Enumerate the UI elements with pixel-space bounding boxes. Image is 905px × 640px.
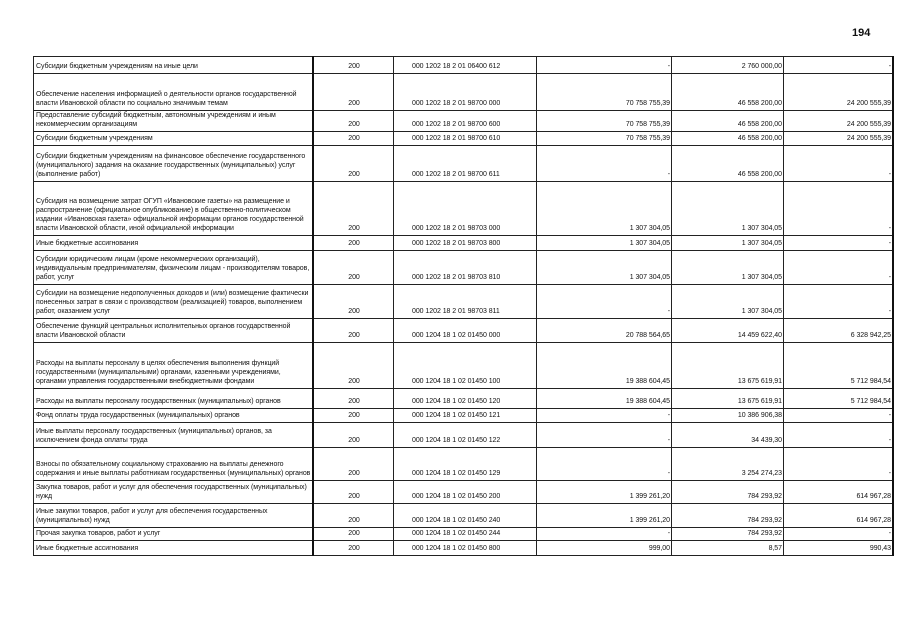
row-description: Субсидии юридическим лицам (кроме некоммерческих организаций), индивидуальным предпринимателям, физическим лицам - производителям товаров, работ, услуг [34, 251, 314, 285]
row-description: Субсидии на возмещение недополученных доходов и (или) возмещение фактически понесенных затрат в связи с производством (реализацией) товаров, выполнением работ, оказанием услуг [34, 285, 314, 319]
table-row [34, 285, 894, 319]
row-value-3: 24 200 555,39 [784, 111, 894, 132]
row-description: Фонд оплаты труда государственных (муниципальных) органов [34, 409, 314, 423]
row-classification: 000 1202 18 2 01 98700 611 [394, 146, 537, 182]
row-code: 200 [313, 504, 394, 528]
row-value-3: - [784, 423, 894, 448]
row-value-3: - [784, 528, 894, 541]
row-value-1: - [537, 528, 672, 541]
table-row [34, 57, 894, 74]
table-row [34, 481, 894, 504]
row-classification: 000 1204 18 1 02 01450 200 [394, 481, 537, 504]
row-code: 200 [313, 57, 394, 74]
row-classification: 000 1204 18 1 02 01450 800 [394, 541, 537, 556]
row-value-1: - [537, 423, 672, 448]
row-value-3: 990,43 [784, 541, 894, 556]
row-value-2: 46 558 200,00 [672, 74, 784, 111]
row-value-1: 19 388 604,45 [537, 343, 672, 389]
row-value-2: 784 293,92 [672, 504, 784, 528]
row-value-1: 1 307 304,05 [537, 251, 672, 285]
row-value-3: - [784, 285, 894, 319]
row-value-3: 24 200 555,39 [784, 74, 894, 111]
row-value-2: 1 307 304,05 [672, 251, 784, 285]
table-row [34, 132, 894, 146]
row-value-3: - [784, 409, 894, 423]
row-code: 200 [313, 343, 394, 389]
table-row [34, 111, 894, 132]
row-code: 200 [313, 423, 394, 448]
row-classification: 000 1204 18 1 02 01450 121 [394, 409, 537, 423]
row-classification: 000 1202 18 2 01 98703 810 [394, 251, 537, 285]
table-row [34, 448, 894, 481]
row-code: 200 [313, 319, 394, 343]
row-value-1: - [537, 448, 672, 481]
table-row [34, 504, 894, 528]
row-classification: 000 1202 18 2 01 98700 000 [394, 74, 537, 111]
row-value-1: - [537, 57, 672, 74]
row-value-2: 14 459 622,40 [672, 319, 784, 343]
table-row [34, 423, 894, 448]
row-value-3: 5 712 984,54 [784, 343, 894, 389]
row-description: Субсидии бюджетным учреждениям [34, 132, 314, 146]
row-classification: 000 1202 18 2 01 98703 811 [394, 285, 537, 319]
table-row [34, 74, 894, 111]
row-description: Иные бюджетные ассигнования [34, 541, 314, 556]
table-row [34, 541, 894, 556]
row-value-1: 999,00 [537, 541, 672, 556]
row-value-2: 46 558 200,00 [672, 146, 784, 182]
row-value-3: - [784, 251, 894, 285]
row-value-2: 784 293,92 [672, 481, 784, 504]
page-number: 194 [852, 27, 871, 39]
row-value-1: - [537, 285, 672, 319]
row-classification: 000 1204 18 1 02 01450 244 [394, 528, 537, 541]
row-value-1: 1 307 304,05 [537, 236, 672, 251]
row-description: Расходы на выплаты персоналу государственных (муниципальных) органов [34, 389, 314, 409]
row-value-2: 10 386 906,38 [672, 409, 784, 423]
row-description: Иные выплаты персоналу государственных (муниципальных) органов, за исключением фонда оплаты труда [34, 423, 314, 448]
row-value-1: 70 758 755,39 [537, 111, 672, 132]
row-value-3: - [784, 146, 894, 182]
row-value-1: - [537, 409, 672, 423]
row-value-3: 6 328 942,25 [784, 319, 894, 343]
row-value-3: 614 967,28 [784, 504, 894, 528]
table-row [34, 528, 894, 541]
row-value-2: 13 675 619,91 [672, 389, 784, 409]
row-value-1: 20 788 564,65 [537, 319, 672, 343]
row-value-1: 19 388 604,45 [537, 389, 672, 409]
row-classification: 000 1204 18 1 02 01450 122 [394, 423, 537, 448]
row-value-1: 70 758 755,39 [537, 74, 672, 111]
row-code: 200 [313, 285, 394, 319]
row-code: 200 [313, 132, 394, 146]
row-description: Субсидии бюджетным учреждениям на иные цели [34, 57, 314, 74]
row-value-3: - [784, 182, 894, 236]
row-value-2: 3 254 274,23 [672, 448, 784, 481]
row-description: Закупка товаров, работ и услуг для обеспечения государственных (муниципальных) нужд [34, 481, 314, 504]
row-value-1: 1 399 261,20 [537, 504, 672, 528]
row-classification: 000 1202 18 2 01 98700 610 [394, 132, 537, 146]
row-code: 200 [313, 389, 394, 409]
table-row [34, 343, 894, 389]
row-code: 200 [313, 251, 394, 285]
row-code: 200 [313, 146, 394, 182]
row-classification: 000 1204 18 1 02 01450 129 [394, 448, 537, 481]
row-value-3: 614 967,28 [784, 481, 894, 504]
row-classification: 000 1204 18 1 02 01450 000 [394, 319, 537, 343]
row-value-2: 8,57 [672, 541, 784, 556]
row-code: 200 [313, 541, 394, 556]
row-value-3: - [784, 236, 894, 251]
row-value-2: 1 307 304,05 [672, 285, 784, 319]
table-row [34, 409, 894, 423]
row-description: Иные закупки товаров, работ и услуг для обеспечения государственных (муниципальных) нужд [34, 504, 314, 528]
row-value-1: 1 307 304,05 [537, 182, 672, 236]
table-row [34, 236, 894, 251]
row-classification: 000 1204 18 1 02 01450 100 [394, 343, 537, 389]
row-description: Иные бюджетные ассигнования [34, 236, 314, 251]
row-code: 200 [313, 74, 394, 111]
row-description: Обеспечение функций центральных исполнительных органов государственной власти Ивановской области [34, 319, 314, 343]
row-description: Субсидия на возмещение затрат ОГУП «Ивановские газеты» на размещение и распространение (официальное опубликование) в общественно-политическом издании «Ивановская газета» официальной информации органов государственной власти Ивановской области, иной официальной информации [34, 182, 314, 236]
row-value-3: 24 200 555,39 [784, 132, 894, 146]
row-value-2: 1 307 304,05 [672, 236, 784, 251]
row-code: 200 [313, 409, 394, 423]
row-value-3: - [784, 57, 894, 74]
table-row [34, 146, 894, 182]
row-code: 200 [313, 111, 394, 132]
row-value-2: 34 439,30 [672, 423, 784, 448]
budget-table [33, 56, 894, 556]
row-value-2: 2 760 000,00 [672, 57, 784, 74]
row-value-2: 46 558 200,00 [672, 111, 784, 132]
row-code: 200 [313, 236, 394, 251]
row-code: 200 [313, 448, 394, 481]
row-classification: 000 1204 18 1 02 01450 120 [394, 389, 537, 409]
row-description: Взносы по обязательному социальному страхованию на выплаты денежного содержания и иные выплаты работникам государственных (муниципальных) органов [34, 448, 314, 481]
row-description: Прочая закупка товаров, работ и услуг [34, 528, 314, 541]
row-classification: 000 1202 18 2 01 06400 612 [394, 57, 537, 74]
row-value-2: 13 675 619,91 [672, 343, 784, 389]
row-value-2: 1 307 304,05 [672, 182, 784, 236]
row-classification: 000 1202 18 2 01 98703 800 [394, 236, 537, 251]
table-row [34, 182, 894, 236]
row-value-1: - [537, 146, 672, 182]
row-value-3: 5 712 984,54 [784, 389, 894, 409]
row-code: 200 [313, 481, 394, 504]
row-code: 200 [313, 182, 394, 236]
row-code: 200 [313, 528, 394, 541]
row-description: Расходы на выплаты персоналу в целях обеспечения выполнения функций государственными (муниципальными) органами, казенными учреждениями, органами управления государственными внебюджетными фондами [34, 343, 314, 389]
row-value-2: 46 558 200,00 [672, 132, 784, 146]
row-classification: 000 1204 18 1 02 01450 240 [394, 504, 537, 528]
row-description: Предоставление субсидий бюджетным, автономным учреждениям и иным некоммерческим организациям [34, 111, 314, 132]
row-description: Обеспечение населения информацией о деятельности органов государственной власти Ивановской области по социально значимым темам [34, 74, 314, 111]
table-row [34, 251, 894, 285]
row-value-3: - [784, 448, 894, 481]
table-row [34, 319, 894, 343]
row-description: Субсидии бюджетным учреждениям на финансовое обеспечение государственного (муниципального) задания на оказание государственных (муниципальных) услуг (выполнение работ) [34, 146, 314, 182]
row-value-1: 1 399 261,20 [537, 481, 672, 504]
table-row [34, 389, 894, 409]
row-classification: 000 1202 18 2 01 98703 000 [394, 182, 537, 236]
row-classification: 000 1202 18 2 01 98700 600 [394, 111, 537, 132]
row-value-2: 784 293,92 [672, 528, 784, 541]
row-value-1: 70 758 755,39 [537, 132, 672, 146]
